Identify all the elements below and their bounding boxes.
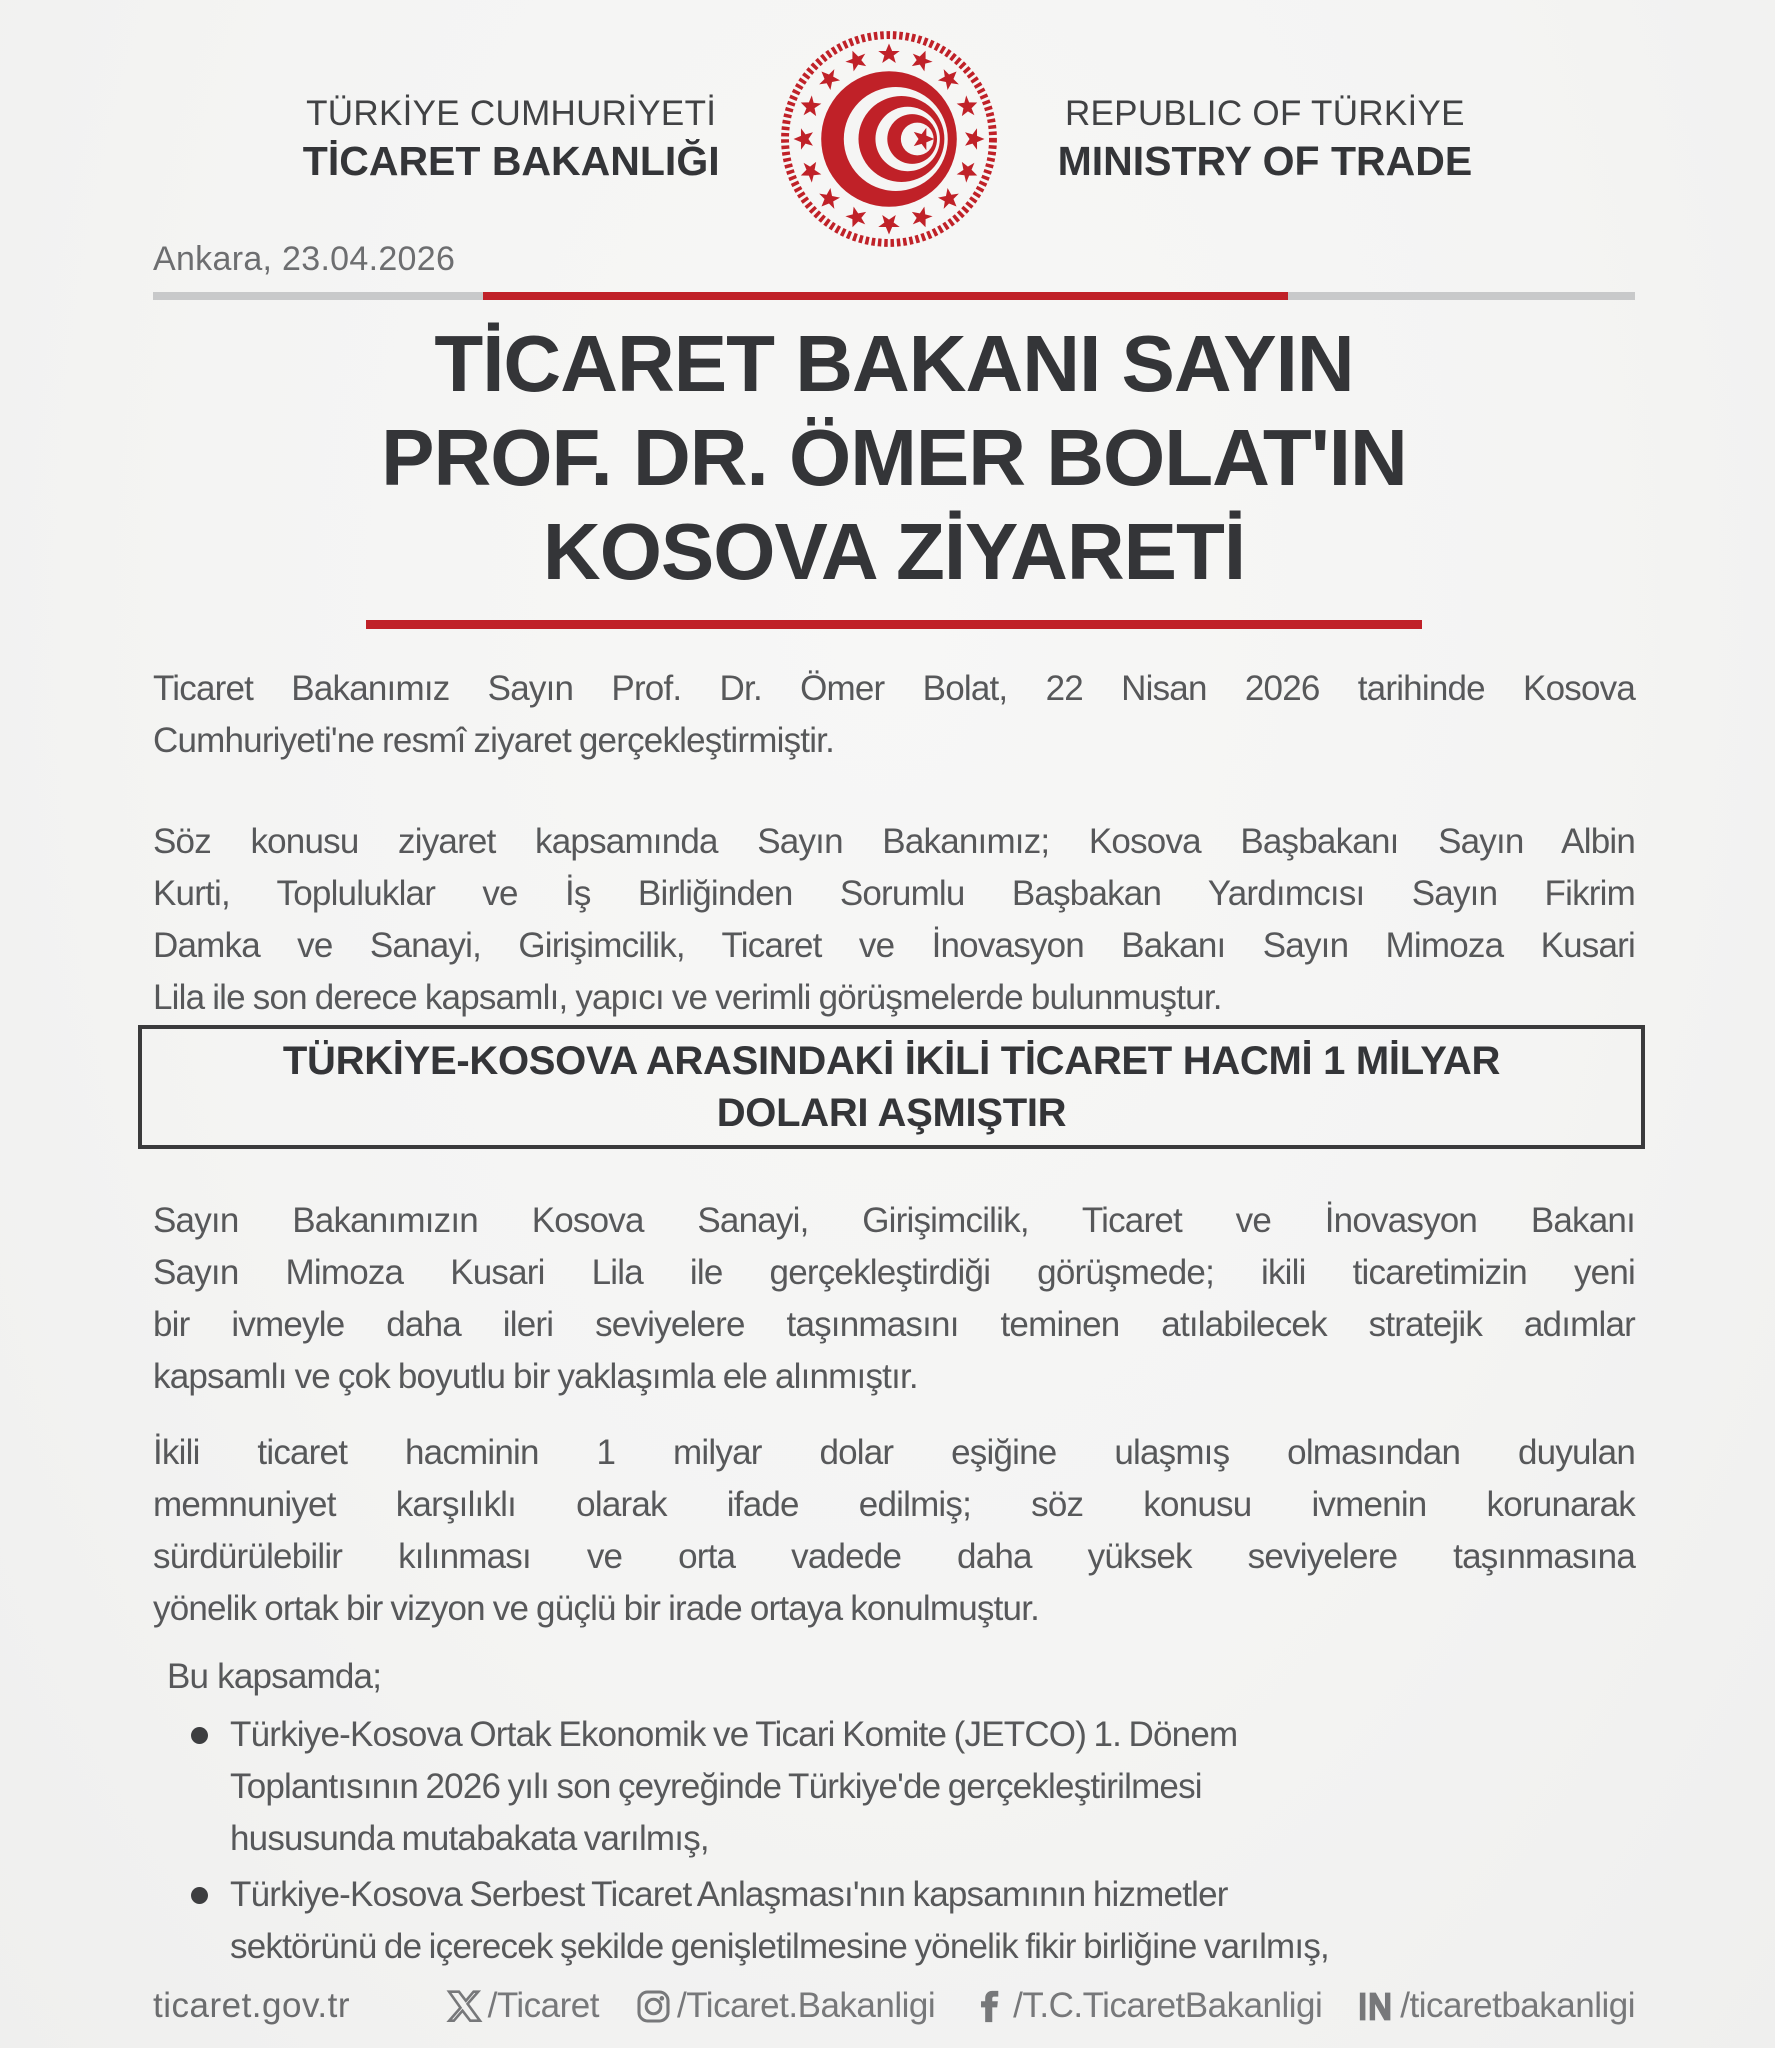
org-right-line1: REPUBLIC OF TÜRKİYE: [1064, 94, 1465, 133]
instagram-icon: [635, 1988, 672, 2025]
divider-red-center: [483, 292, 1288, 300]
social-links: [446, 1986, 1635, 2026]
social-handle: /Ticaret.Bakanligi: [676, 1986, 936, 2025]
paragraph-2: Söz konusu ziyaret kapsamında Sayın Bakanımız; Kosova Başbakanı Sayın Albin Kurti, Topluluklar ve İş Birliğinden Sorumlu Başbakan Yardımcısı Sayın Fikrim Damka ve Sanayi, Girişimcilik, Ticaret ve İnovasyon Bakanı Sayın Mimoza Kusari Lila ile son derece kapsamlı, yapıcı ve verimli görüşmelerde bulunmuştur.: [153, 822, 1635, 1017]
website-link[interactable]: ticaret.gov.tr: [153, 1986, 350, 2025]
page-title: TİCARET BAKANI SAYIN PROF. DR. ÖMER BOLAT'IN KOSOVA ZİYARETİ: [381, 319, 1407, 596]
paragraph-1: Ticaret Bakanımız Sayın Prof. Dr. Ömer Bolat, 22 Nisan 2026 tarihinde Kosova Cumhuriyeti'ne resmî ziyaret gerçekleştirmiştir.: [153, 669, 1635, 760]
list-item: Türkiye-Kosova Ortak Ekonomik ve Ticari Komite (JETCO) 1. Dönem Toplantısının 2026 yılı son çeyreğinde Türkiye'de gerçekleştirilmesi hususunda mutabakata varılmış,: [153, 1709, 1635, 1865]
header: [0, 0, 1775, 252]
ministry-name-turkish: [303, 92, 720, 186]
social-link-instagram[interactable]: [635, 1986, 935, 2026]
paragraph-4: İkili ticaret hacminin 1 milyar dolar eşiğine ulaşmış olmasından duyulan memnuniyet karşılıklı olarak ifade edilmiş; söz konusu ivmenin korunarak sürdürülebilir kılınması ve orta vadede daha yüksek seviyelere taşınmasına yönelik ortak bir vizyon ve güçlü bir irade ortaya konulmuştur.: [153, 1433, 1635, 1628]
org-left-line2: TİCARET BAKANLIĞI: [302, 138, 720, 184]
list-item: Türkiye-Kosova Serbest Ticaret Anlaşması'nın kapsamının hizmetler sektörünü de içerecek şekilde genişletilmesine yönelik fikir birliğine varılmış,: [153, 1869, 1635, 1973]
social-link-nsosyal[interactable]: [1358, 1986, 1635, 2026]
social-handle: /Ticaret: [487, 1986, 599, 2025]
x-icon: [446, 1988, 483, 2025]
header-divider: [153, 292, 1635, 300]
boxed-subheading: TÜRKİYE-KOSOVA ARASINDAKİ İKİLİ TİCARET HACMİ 1 MİLYAR DOLARI AŞMIŞTIR: [138, 1025, 1645, 1149]
ministry-of-trade-logo: [776, 26, 1002, 252]
dateline: Ankara, 23.04.2026: [153, 240, 456, 278]
social-handle: /ticaretbakanligi: [1400, 1986, 1635, 2025]
ministry-name-english: [1058, 92, 1473, 186]
title-underline: [366, 620, 1422, 629]
divider-gray-right: [1288, 292, 1635, 300]
nsosyal-icon: [1358, 1988, 1395, 2025]
social-link-x[interactable]: [446, 1986, 599, 2026]
footer: [153, 1986, 1635, 2026]
list-intro: Bu kapsamda;: [167, 1657, 382, 1696]
facebook-icon: [971, 1988, 1008, 2025]
bullet-list: [153, 1709, 1635, 1973]
divider-gray-left: [153, 292, 483, 300]
social-link-facebook[interactable]: [971, 1986, 1322, 2026]
social-handle: /T.C.TicaretBakanligi: [1013, 1986, 1323, 2025]
content-column: [153, 240, 1635, 1973]
paragraph-3: Sayın Bakanımızın Kosova Sanayi, Girişimcilik, Ticaret ve İnovasyon Bakanı Sayın Mimoza Kusari Lila ile gerçekleştirdiği görüşmede; ikili ticaretimizin yeni bir ivmeyle daha ileri seviyelere taşınmasını teminen atılabilecek stratejik adımlar kapsamlı ve çok boyutlu bir yaklaşımla ele alınmıştır.: [153, 1201, 1635, 1396]
org-left-line1: TÜRKİYE CUMHURİYETİ: [306, 94, 717, 133]
org-right-line2: MINISTRY OF TRADE: [1057, 138, 1473, 184]
